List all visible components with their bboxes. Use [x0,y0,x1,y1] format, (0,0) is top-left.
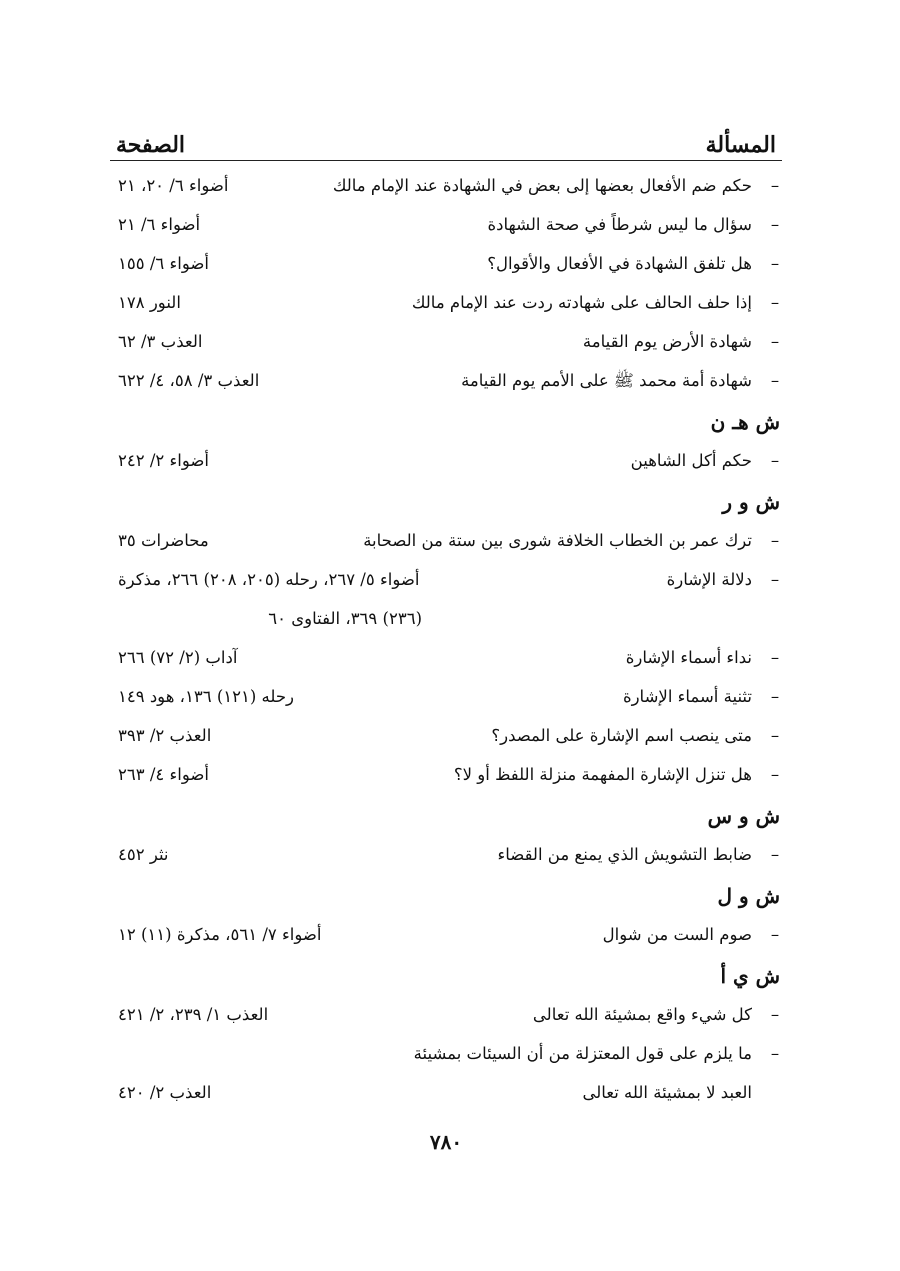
entry-bullet: – [770,254,780,273]
entry-question: ما يلزم على قول المعتزلة من أن السيئات بمشيئة [413,1044,752,1063]
index-entry [110,915,782,954]
entry-reference: أضواء ٦/ ٢١ [118,215,201,234]
index-entry [110,716,782,755]
entry-bullet: – [770,531,780,550]
entry-question: ضابط التشويش الذي يمنع من القضاء [497,845,752,864]
entry-question: حكم أكل الشاهين [630,451,752,470]
index-entry [110,1073,782,1112]
entry-reference: أضواء ٢/ ٢٤٢ [118,451,209,470]
entry-reference: أضواء ٧/ ٥٦١، مذكرة (١١) ١٢ [118,925,322,944]
index-entry [110,677,782,716]
entry-bullet: – [770,845,780,864]
entry-reference: أضواء ٤/ ٢٦٣ [118,765,209,784]
entry-question: هل تلفق الشهادة في الأفعال والأقوال؟ [487,254,752,273]
entry-question: دلالة الإشارة [666,570,752,589]
entry-reference: العذب ٣/ ٦٢ [118,332,203,351]
index-page [110,0,782,1271]
entry-question: تثنية أسماء الإشارة [622,687,752,706]
index-entry [110,166,782,205]
index-entry [110,1034,782,1073]
index-entry [110,205,782,244]
entry-question: إذا حلف الحالف على شهادته ردت عند الإمام مالك [411,293,752,312]
entry-question: هل تنزل الإشارة المفهمة منزلة اللفظ أو لا؟ [453,765,752,784]
entry-reference: أضواء ٦/ ١٥٥ [118,254,209,273]
entry-continuation [110,599,782,638]
entry-reference: العذب ١/ ٢٣٩، ٢/ ٤٢١ [118,1005,269,1024]
entry-bullet: – [770,176,780,195]
entry-reference: العذب ٢/ ٤٢٠ [118,1083,212,1102]
section-heading: ش و ل [717,884,780,908]
entry-question: صوم الست من شوال [602,925,752,944]
index-entry [110,244,782,283]
entry-reference: العذب ٢/ ٣٩٣ [118,726,212,745]
index-entries [110,166,782,1112]
entry-bullet: – [770,1005,780,1024]
entry-bullet: – [770,765,780,784]
entry-bullet: – [770,726,780,745]
entry-bullet: – [770,371,780,390]
entry-reference: أضواء ٦/ ٢٠، ٢١ [118,176,229,195]
entry-bullet: – [770,687,780,706]
index-entry [110,638,782,677]
entry-bullet: – [770,451,780,470]
index-entry [110,441,782,480]
section-heading: ش و س [707,804,780,828]
entry-reference: محاضرات ٣٥ [118,531,209,550]
entry-reference: (٢٣٦) ٣٦٩، الفتاوى ٦٠ [268,609,422,628]
entry-reference: أضواء ٥/ ٢٦٧، رحله (٢٠٥، ٢٠٨) ٢٦٦، مذكرة [118,570,420,589]
entry-bullet: – [770,332,780,351]
column-header [110,118,782,161]
entry-reference: نثر ٤٥٢ [118,845,169,864]
entry-reference: آداب (٢/ ٧٢) ٢٦٦ [118,648,238,667]
entry-question: حكم ضم الأفعال بعضها إلى بعض في الشهادة عند الإمام مالك [332,176,752,195]
entry-question: شهادة أمة محمد ﷺ على الأمم يوم القيامة [461,371,752,390]
page-number: ٧٨٠ [429,1130,463,1154]
entry-question: سؤال ما ليس شرطاً في صحة الشهادة [487,215,752,234]
index-entry [110,560,782,599]
section-heading: ش و ر [722,490,780,514]
index-entry [110,835,782,874]
entry-question: العبد لا بمشيئة الله تعالى [582,1083,752,1102]
index-entry [110,322,782,361]
entry-bullet: – [770,570,780,589]
header-question: المسألة [705,132,776,158]
entry-question: كل شيء واقع بمشيئة الله تعالى [532,1005,752,1024]
index-entry [110,361,782,400]
entry-reference: العذب ٣/ ٥٨، ٤/ ٦٢٢ [118,371,260,390]
entry-reference: النور ١٧٨ [118,293,181,312]
index-entry [110,283,782,322]
entry-question: متى ينصب اسم الإشارة على المصدر؟ [491,726,752,745]
entry-bullet: – [770,1044,780,1063]
index-entry [110,521,782,560]
section-heading: ش هـ ن [710,410,780,434]
entry-question: شهادة الأرض يوم القيامة [582,332,752,351]
entry-reference: رحله (١٢١) ١٣٦، هود ١٤٩ [118,687,295,706]
header-page: الصفحة [116,132,186,158]
entry-bullet: – [770,215,780,234]
index-entry [110,995,782,1034]
entry-question: ترك عمر بن الخطاب الخلافة شورى بين ستة من الصحابة [363,531,752,550]
entry-bullet: – [770,648,780,667]
index-entry [110,755,782,794]
entry-bullet: – [770,925,780,944]
section-heading: ش ي أ [720,964,780,988]
entry-question: نداء أسماء الإشارة [625,648,752,667]
entry-bullet: – [770,293,780,312]
